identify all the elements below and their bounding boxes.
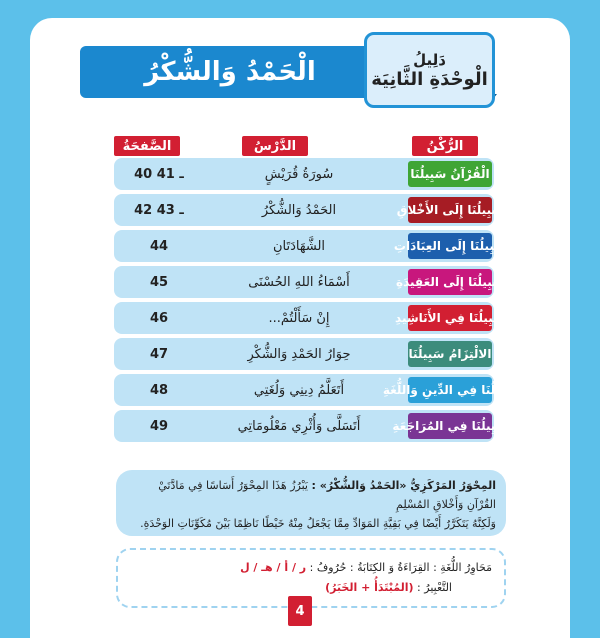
central-axis-line1: يَبْرُزُ هَذَا المِحْوَرُ أَسَاسًا فِي مَادَّتَيْ القُرْآنِ وَأَخْلاقِ المُسْلِمِ [158, 479, 496, 511]
table-row [114, 158, 494, 190]
row-pages: 49 [149, 418, 169, 434]
unit-name: الْوحْدَةِ الثَّانِيَة [371, 68, 488, 90]
row-lesson: إِنْ سَأَلْتُمْ... [268, 310, 330, 326]
header-page: الصَّفحَةُ [114, 136, 180, 156]
reading-label: القِرَاءَةُ وَ الكِتَابَةُ : حُرُوفُ : [309, 561, 430, 574]
expression-label: التَّعْبِيرُ : [417, 581, 452, 594]
row-pillar: سَبِيلُنَا إِلَى العَقِيدَةِ [408, 269, 492, 295]
row-lesson: سُورَةُ قُرَيْشٍ [264, 166, 334, 182]
row-pillar: سَبِيلُنَا إِلَى العِبَادَاتِ [408, 233, 492, 259]
row-lesson: الحَمْدُ وَالشُّكْرُ [261, 202, 337, 218]
row-pages: 44 [149, 238, 169, 254]
row-pillar: سَبِيلُنَا فِي الدِّينِ وَاللُّغَةِ [408, 377, 492, 403]
row-pillar: سَبِيلُنَا فِي المُرَاجَعَةِ [408, 413, 492, 439]
table-row [114, 410, 508, 442]
header-lesson: الدَّرْسُ [242, 136, 308, 156]
row-pages: 48 [149, 382, 169, 398]
guide-label: دَلِيلُ [413, 50, 446, 69]
row-lesson: الشَّهَادَتَانِ [272, 238, 326, 254]
page-sheet [30, 18, 570, 638]
row-pillar: الْقُرْآنُ سَبِيلُنَا [408, 161, 492, 187]
row-lesson: حِوَارُ الحَمْدِ وَالشُّكْرِ [247, 346, 351, 362]
table-row [114, 338, 494, 370]
row-lesson: أَتَعَلَّمُ دِينِي وَلُغَتِي [253, 382, 345, 398]
row-pillar: سَبِيلُنَا فِي الأَنَاشِيدِ [408, 305, 492, 331]
contents-table [114, 158, 518, 446]
unit-title-banner [80, 46, 380, 98]
unit-title: الْحَمْدُ وَالشُّكْرُ [144, 57, 316, 87]
row-pages: 46 [149, 310, 169, 326]
table-row [114, 230, 507, 262]
table-row [114, 194, 504, 226]
reading-letters: ر / أ / هـ / ل [240, 561, 307, 574]
table-row [114, 374, 518, 406]
table-row [114, 302, 505, 334]
table-row [114, 266, 504, 298]
row-lesson: أَتَسَلَّى وَأُثْرِي مَعْلُومَاتِي [237, 418, 361, 434]
row-pillar: الالْتِزَامُ سَبِيلُنَا [408, 341, 492, 367]
row-pages: 42 ـ 43 [134, 202, 184, 218]
row-pages: 45 [149, 274, 169, 290]
unit-guide-box [364, 32, 495, 108]
central-axis-label: المِحْوَرُ المَرْكَزِيُّ «الحَمْدُ وَالشُّكْرُ» : [311, 479, 496, 492]
row-pillar: سَبِيلُنَا إِلَى الأَخْلاقِ [408, 197, 492, 223]
language-axes-label: مَحَاوِرُ اللُّغَةِ : [433, 561, 492, 574]
header-pillar: الرُّكْنُ [412, 136, 478, 156]
row-lesson: أَسْمَاءُ اللهِ الحُسْنَى [248, 274, 350, 290]
expression-value: (المُبْتَدَأُ + الخَبَرُ) [325, 581, 414, 594]
page-number: 4 [288, 596, 312, 626]
row-pages: 40 ـ 41 [134, 166, 184, 182]
row-pages: 47 [149, 346, 169, 362]
central-axis-box [116, 470, 506, 536]
central-axis-line2: وَلَكِنَّهُ يَتَكَرَّرُ أَيْضًا فِي بَقِيَّةِ المَوَادِّ مِمَّا يَجْعَلُ مِنْهُ خَيْطًا نَاظِمًا بَيْنَ مُكَوِّنَاتِ الوَحْدَةِ. [140, 517, 496, 530]
